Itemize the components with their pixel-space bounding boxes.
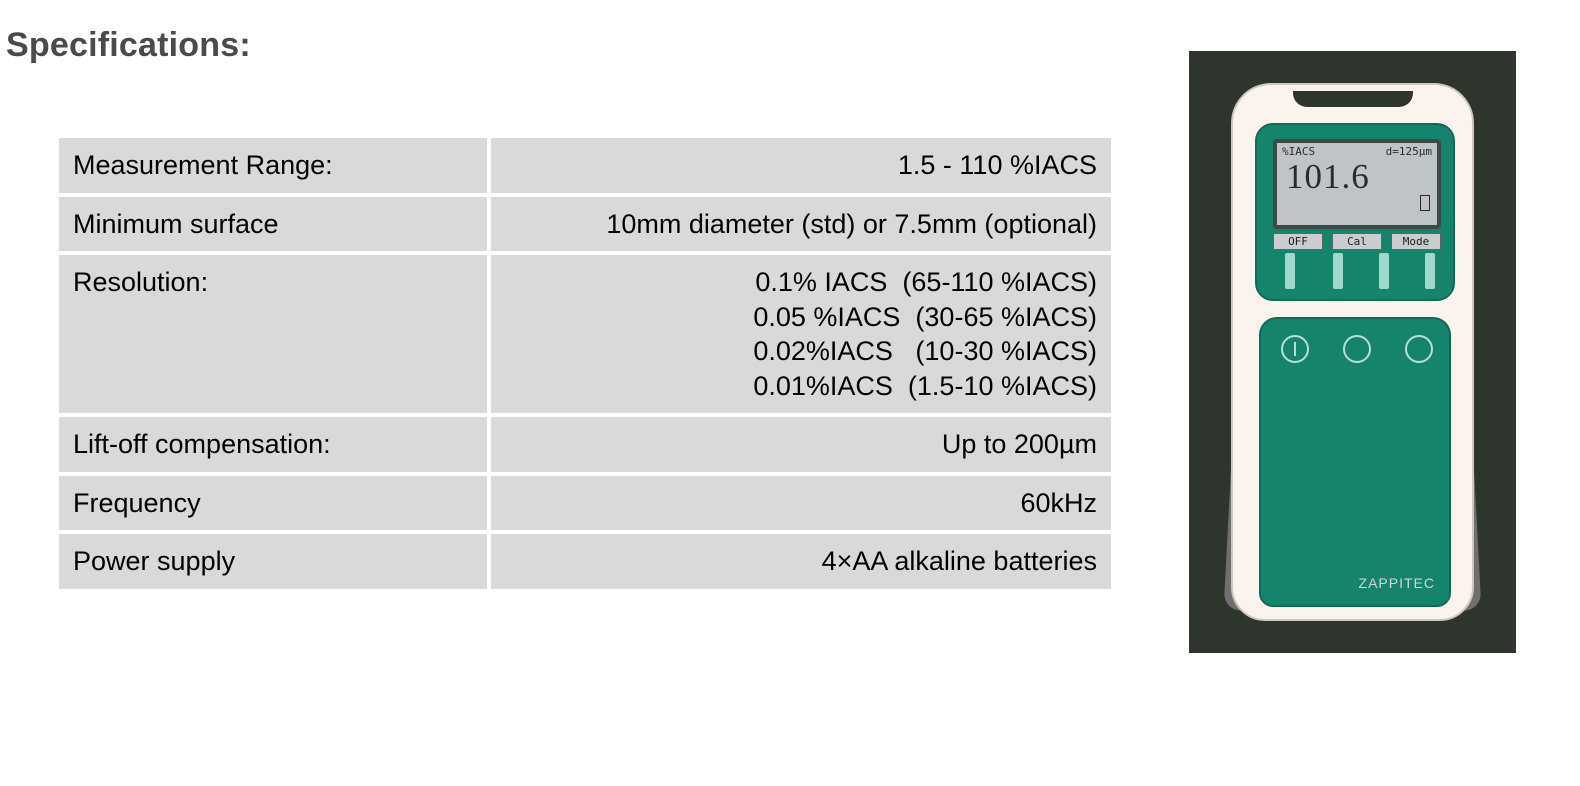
device-button-row xyxy=(1273,233,1441,250)
spec-value-line: 0.02%IACS (10-30 %IACS) xyxy=(753,336,1097,367)
page-title: Specifications: xyxy=(6,26,251,64)
device-lower-panel xyxy=(1259,317,1451,607)
spec-value xyxy=(491,417,1111,472)
specifications-table xyxy=(55,134,1115,593)
table-row xyxy=(59,197,1111,252)
device-button-stems xyxy=(1279,253,1435,289)
spec-label: Power supply xyxy=(59,534,487,589)
device-lcd-screen xyxy=(1273,139,1441,229)
spec-label: Frequency xyxy=(59,476,487,531)
spec-value xyxy=(491,476,1111,531)
device-body xyxy=(1231,83,1474,621)
device-button-stem xyxy=(1333,253,1343,289)
round-key-middle[interactable] xyxy=(1343,335,1371,363)
spec-label: Lift-off compensation: xyxy=(59,417,487,472)
table-row xyxy=(59,138,1111,193)
table-row xyxy=(59,534,1111,589)
table-row xyxy=(59,476,1111,531)
device-button-stem xyxy=(1379,253,1389,289)
spec-value xyxy=(491,534,1111,589)
spec-value-line: 4×AA alkaline batteries xyxy=(821,546,1097,577)
spec-value xyxy=(491,255,1111,413)
spec-value-line: Up to 200µm xyxy=(941,429,1097,460)
spec-value-line: 60kHz xyxy=(1020,487,1097,518)
power-key[interactable] xyxy=(1281,335,1309,363)
device-button-off[interactable]: OFF xyxy=(1273,233,1323,250)
spec-value-line: 0.05 %IACS (30-65 %IACS) xyxy=(753,301,1097,332)
spec-value-line: 1.5 - 110 %IACS xyxy=(897,150,1097,180)
device-button-stem xyxy=(1285,253,1295,289)
spec-value xyxy=(491,138,1111,193)
lcd-unit-label: %IACS xyxy=(1282,145,1316,158)
spec-value-line: 0.1% IACS (65-110 %IACS) xyxy=(755,267,1097,298)
device-top-notch xyxy=(1293,91,1413,107)
spec-value-line: 0.01%IACS (1.5-10 %IACS) xyxy=(753,370,1097,401)
device-brand-label: ZAPPITEC xyxy=(1358,575,1435,591)
lcd-reading: 101.6 xyxy=(1286,157,1370,196)
spec-value-line: 10mm diameter (std) or 7.5mm (optional) xyxy=(606,208,1097,239)
lcd-top-row xyxy=(1277,143,1437,158)
power-icon xyxy=(1294,342,1296,356)
device-key-row xyxy=(1281,335,1433,363)
spec-value xyxy=(491,197,1111,252)
round-key-right[interactable] xyxy=(1405,335,1433,363)
device-button-stem xyxy=(1425,253,1435,289)
battery-icon xyxy=(1420,195,1430,211)
table-row xyxy=(59,417,1111,472)
device-photo xyxy=(1189,51,1516,653)
device-button-mode[interactable]: Mode xyxy=(1391,233,1441,250)
table-row xyxy=(59,255,1111,413)
spec-label: Measurement Range: xyxy=(59,138,487,193)
device-upper-panel xyxy=(1255,123,1455,301)
spec-label: Minimum surface xyxy=(59,197,487,252)
lcd-thickness-label: d=125µm xyxy=(1385,145,1432,158)
table-body xyxy=(59,138,1111,589)
device-button-cal[interactable]: Cal xyxy=(1332,233,1382,250)
spec-label: Resolution: xyxy=(59,255,487,413)
